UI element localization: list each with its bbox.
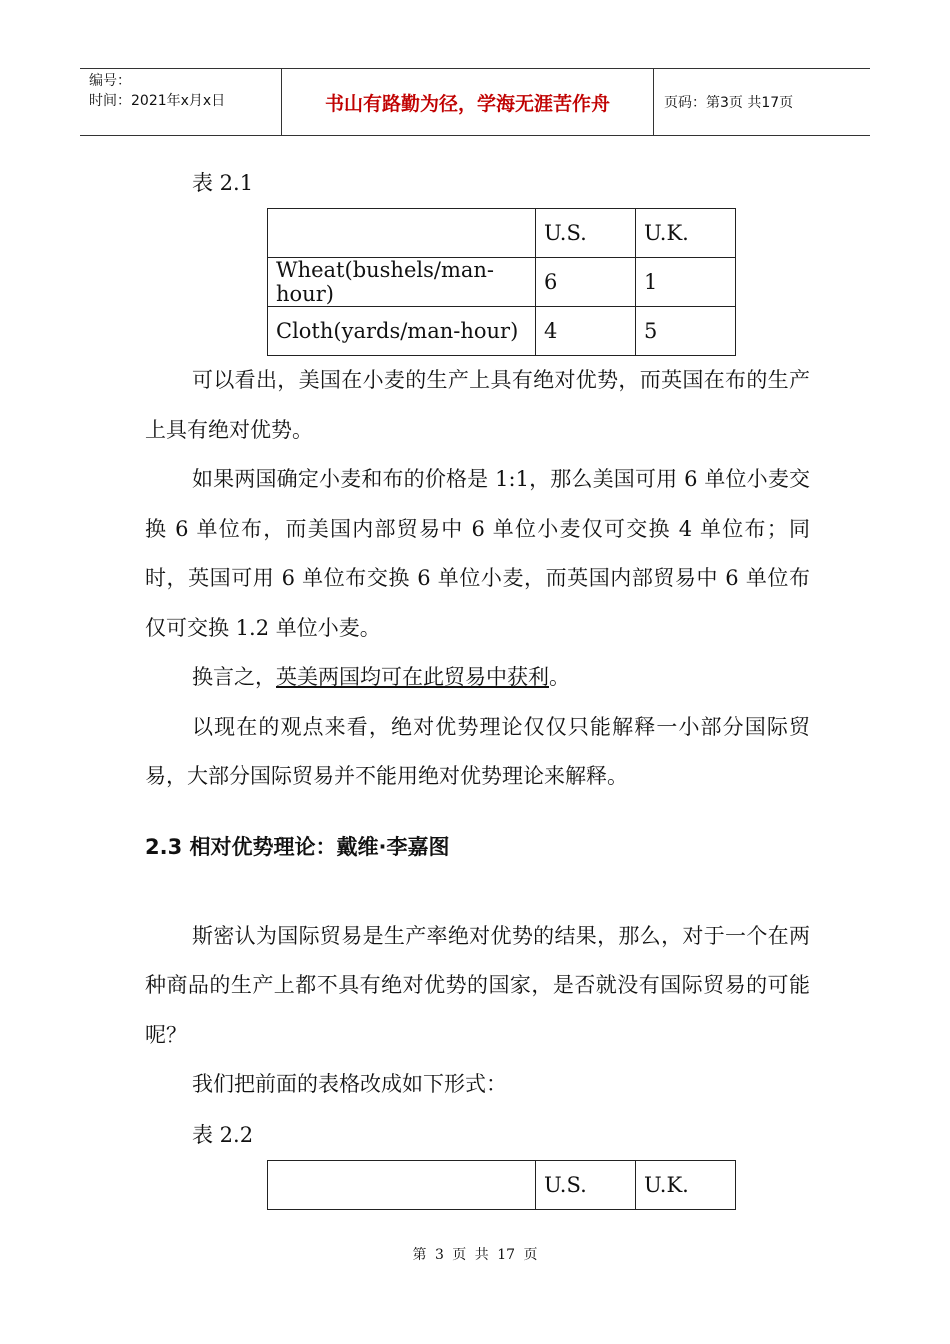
table-header-cell: U.S. bbox=[536, 1160, 636, 1209]
table-header-row bbox=[268, 209, 736, 258]
table1-caption: 表 2.1 bbox=[192, 171, 254, 195]
paragraph-prefix: 换言之， bbox=[192, 665, 276, 689]
underlined-text: 英美两国均可在此贸易中获利 bbox=[276, 665, 549, 689]
number-label: 编号： bbox=[89, 73, 131, 89]
table-header-cell: U.K. bbox=[636, 1160, 736, 1209]
table-header-cell bbox=[268, 209, 536, 258]
header-page-info: 页码：第3页 共17页 bbox=[664, 95, 794, 111]
table-cell: 6 bbox=[536, 258, 636, 307]
page-header bbox=[80, 68, 870, 136]
paragraph: 我们把前面的表格改成如下形式： bbox=[192, 1072, 507, 1096]
header-meta bbox=[80, 69, 282, 135]
table-header-row bbox=[268, 1160, 736, 1209]
table-cell: 5 bbox=[636, 307, 736, 356]
table-cell: 1 bbox=[636, 258, 736, 307]
table2-caption: 表 2.2 bbox=[192, 1122, 254, 1147]
table2 bbox=[267, 1160, 736, 1210]
table-row bbox=[268, 258, 736, 307]
time-label: 时间：2021年x月x日 bbox=[89, 93, 226, 109]
paragraph: 可以看出，美国在小麦的生产上具有绝对优势，而英国在布的生产上具有绝对优势。 bbox=[145, 368, 810, 442]
header-motto: 书山有路勤为径，学海无涯苦作舟 bbox=[282, 69, 654, 135]
table-row bbox=[268, 307, 736, 356]
page-footer: 第 3 页 共 17 页 bbox=[412, 1247, 538, 1263]
document-body bbox=[145, 158, 810, 1210]
table1 bbox=[267, 208, 736, 356]
section-heading: 2.3 相对优势理论：戴维·李嘉图 bbox=[145, 834, 450, 859]
table-cell: Wheat(bushels/man-hour) bbox=[268, 258, 536, 307]
paragraph: 斯密认为国际贸易是生产率绝对优势的结果，那么，对于一个在两种商品的生产上都不具有绝对优势的国家，是否就没有国际贸易的可能呢？ bbox=[145, 923, 810, 1047]
paragraph: 以现在的观点来看，绝对优势理论仅仅只能解释一小部分国际贸易，大部分国际贸易并不能用绝对优势理论来解释。 bbox=[145, 714, 810, 788]
table-cell: 4 bbox=[536, 307, 636, 356]
paragraph bbox=[145, 653, 810, 703]
paragraph-suffix: 。 bbox=[549, 665, 570, 689]
table-header-cell: U.S. bbox=[536, 209, 636, 258]
table-cell: Cloth(yards/man-hour) bbox=[268, 307, 536, 356]
table-header-cell: U.K. bbox=[636, 209, 736, 258]
paragraph: 如果两国确定小麦和布的价格是 1:1，那么美国可用 6 单位小麦交换 6 单位布，而美国内部贸易中 6 单位小麦仅可交换 4 单位布；同时，英国可用 6 单位布交换 6 单位小麦，而英国内部贸易中 6 单位布仅可交换 1.2 单位小麦。 bbox=[145, 467, 810, 640]
table-header-cell bbox=[268, 1160, 536, 1209]
